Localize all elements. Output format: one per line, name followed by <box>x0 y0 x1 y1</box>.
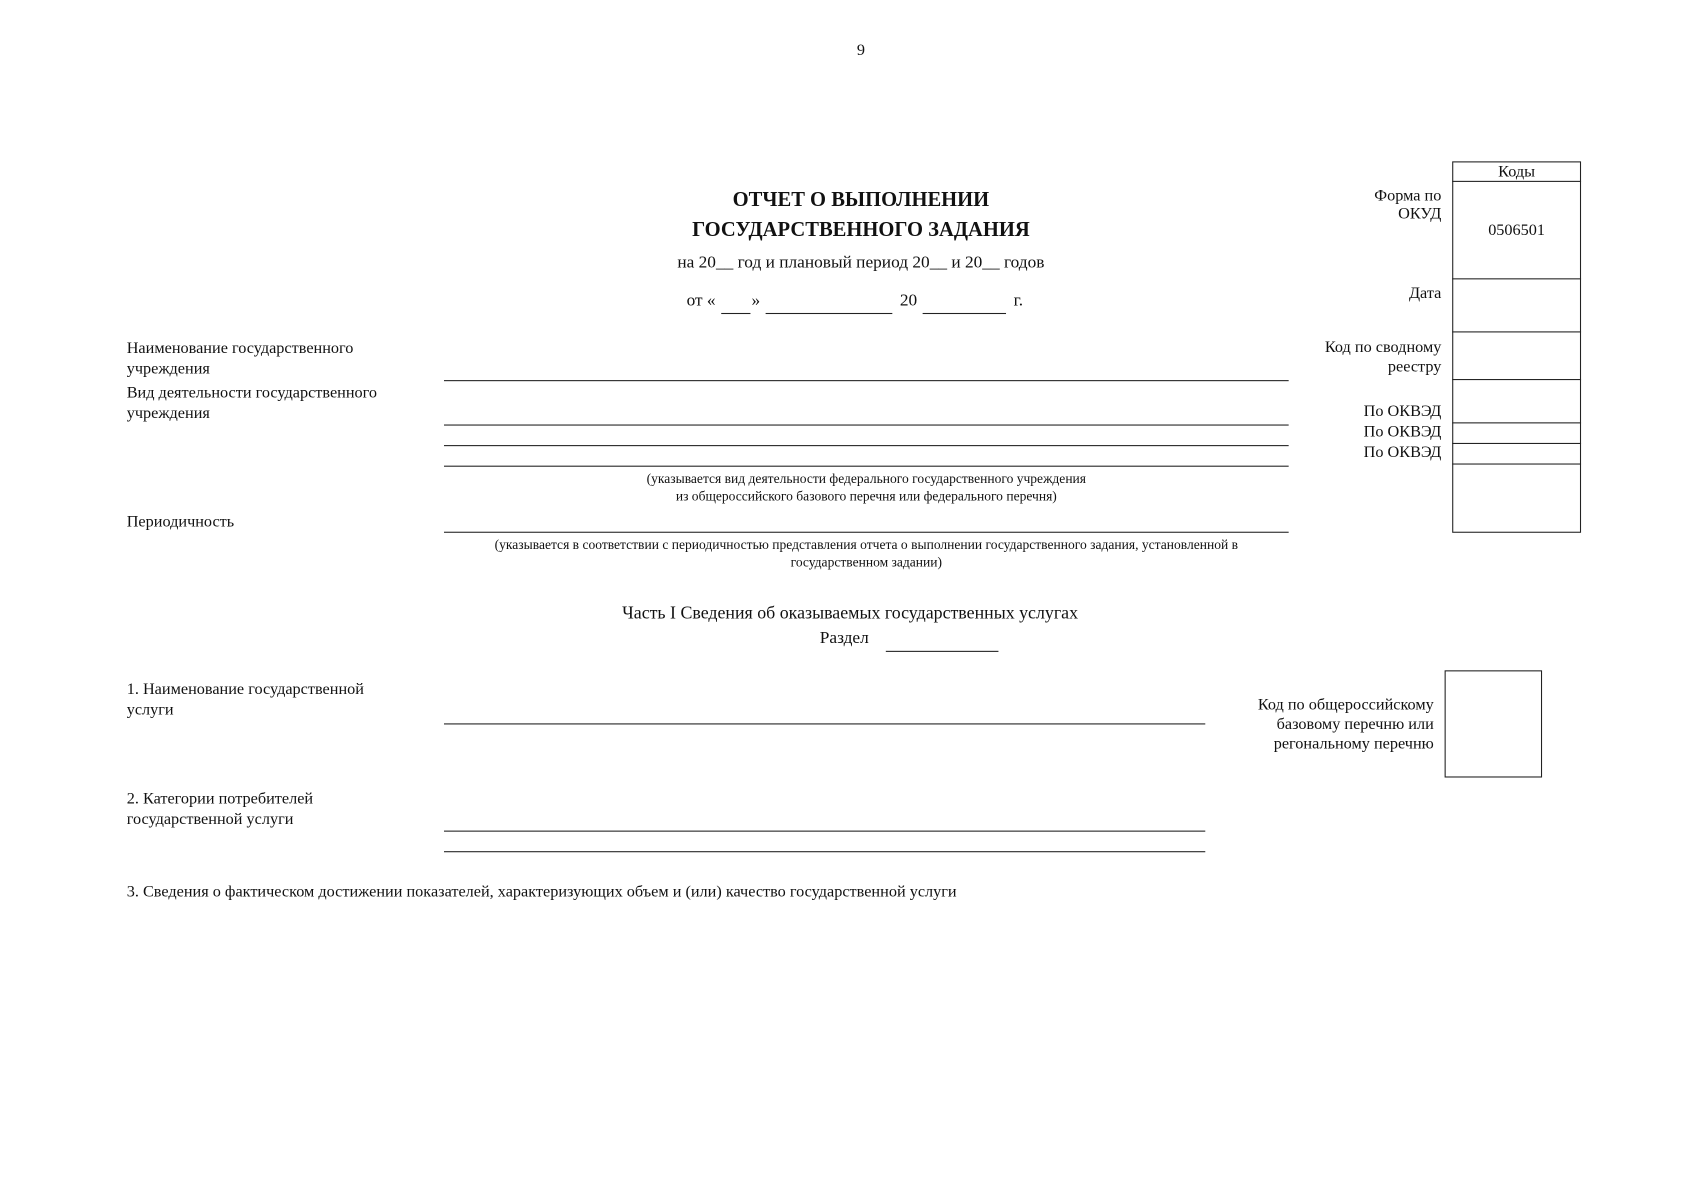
date-quote-close: » <box>751 291 761 310</box>
periodicity-note-line1: (указывается в соответствии с периодичностью представления отчета о выполнении государственного задания, установленной в <box>494 537 1239 553</box>
service-name-label-line1: 1. Наименование государственной <box>126 681 364 699</box>
registry-label-line1: Код по сводному <box>1324 338 1442 357</box>
activity-type-label-line1: Вид деятельности государственного <box>126 384 378 402</box>
institution-name-field[interactable] <box>444 380 1289 381</box>
date-prefix: от « <box>686 291 716 310</box>
report-title-line1: ОТЧЕТ О ВЫПОЛНЕНИИ <box>732 188 990 212</box>
part-heading: Часть I Сведения об оказываемых государственных услугах <box>622 602 1079 623</box>
okved-label-2: По ОКВЭД <box>1363 423 1442 441</box>
section-number-field[interactable] <box>886 651 999 652</box>
date-year-field[interactable] <box>923 313 1006 314</box>
codes-divider <box>1452 379 1581 380</box>
activity-type-label-line2: учреждения <box>126 405 210 423</box>
codes-divider <box>1452 278 1581 279</box>
codes-divider <box>1452 463 1581 464</box>
consumer-categories-field-1[interactable] <box>444 831 1205 832</box>
okud-label-line1: Форма по <box>1374 187 1442 205</box>
okved-label-1: По ОКВЭД <box>1363 402 1442 421</box>
institution-name-label-line2: учреждения <box>126 360 210 378</box>
service-code-box[interactable] <box>1445 670 1542 777</box>
service-code-label-line2: базовому перечню или <box>1276 715 1434 734</box>
service-name-field[interactable] <box>444 723 1205 724</box>
page-number: 9 <box>856 42 865 60</box>
activity-type-field-2[interactable] <box>444 445 1289 446</box>
activity-note-line1: (указывается вид деятельности федерального государственного учреждения <box>646 471 1087 487</box>
report-period: на 20__ год и плановый период 20__ и 20__ годов <box>677 253 1045 272</box>
date-month-field[interactable] <box>766 313 893 314</box>
codes-divider <box>1452 422 1581 423</box>
periodicity-label: Периодичность <box>126 513 235 531</box>
institution-name-label-line1: Наименование государственного <box>126 340 354 358</box>
service-code-label-line3: регональному перечню <box>1273 735 1434 753</box>
codes-divider <box>1452 443 1581 444</box>
okud-code-value: 0506501 <box>1488 221 1546 240</box>
indicators-heading: 3. Сведения о фактическом достижении показателей, характеризующих объем и (или) качество государственной услуги <box>126 883 957 901</box>
codes-table <box>1452 161 1581 532</box>
section-label: Раздел <box>819 629 869 648</box>
registry-label-line2: реестру <box>1387 358 1442 376</box>
service-code-label-line1: Код по общероссийскому <box>1257 696 1434 714</box>
report-title-line2: ГОСУДАРСТВЕННОГО ЗАДАНИЯ <box>692 218 1030 242</box>
date-year-prefix: 20 <box>899 291 918 310</box>
okud-label-line2: ОКУД <box>1398 205 1442 224</box>
okved-label-3: По ОКВЭД <box>1363 443 1442 462</box>
codes-header: Коды <box>1498 163 1536 181</box>
codes-divider <box>1452 331 1581 332</box>
activity-note-line2: из общероссийского базового перечня или федерального перечня) <box>675 488 1057 504</box>
periodicity-field[interactable] <box>444 532 1289 533</box>
date-suffix: г. <box>1013 291 1024 310</box>
consumer-categories-label-line1: 2. Категории потребителей <box>126 790 314 808</box>
consumer-categories-field-2[interactable] <box>444 851 1205 852</box>
periodicity-note-line2: государственном задании) <box>790 554 943 570</box>
activity-type-field-1[interactable] <box>444 425 1289 426</box>
service-name-label-line2: услуги <box>126 701 174 720</box>
date-day-field[interactable] <box>721 313 750 314</box>
date-label: Дата <box>1408 284 1442 303</box>
consumer-categories-label-line2: государственной услуги <box>126 811 294 829</box>
activity-type-field-3[interactable] <box>444 466 1289 467</box>
codes-divider <box>1452 181 1581 182</box>
